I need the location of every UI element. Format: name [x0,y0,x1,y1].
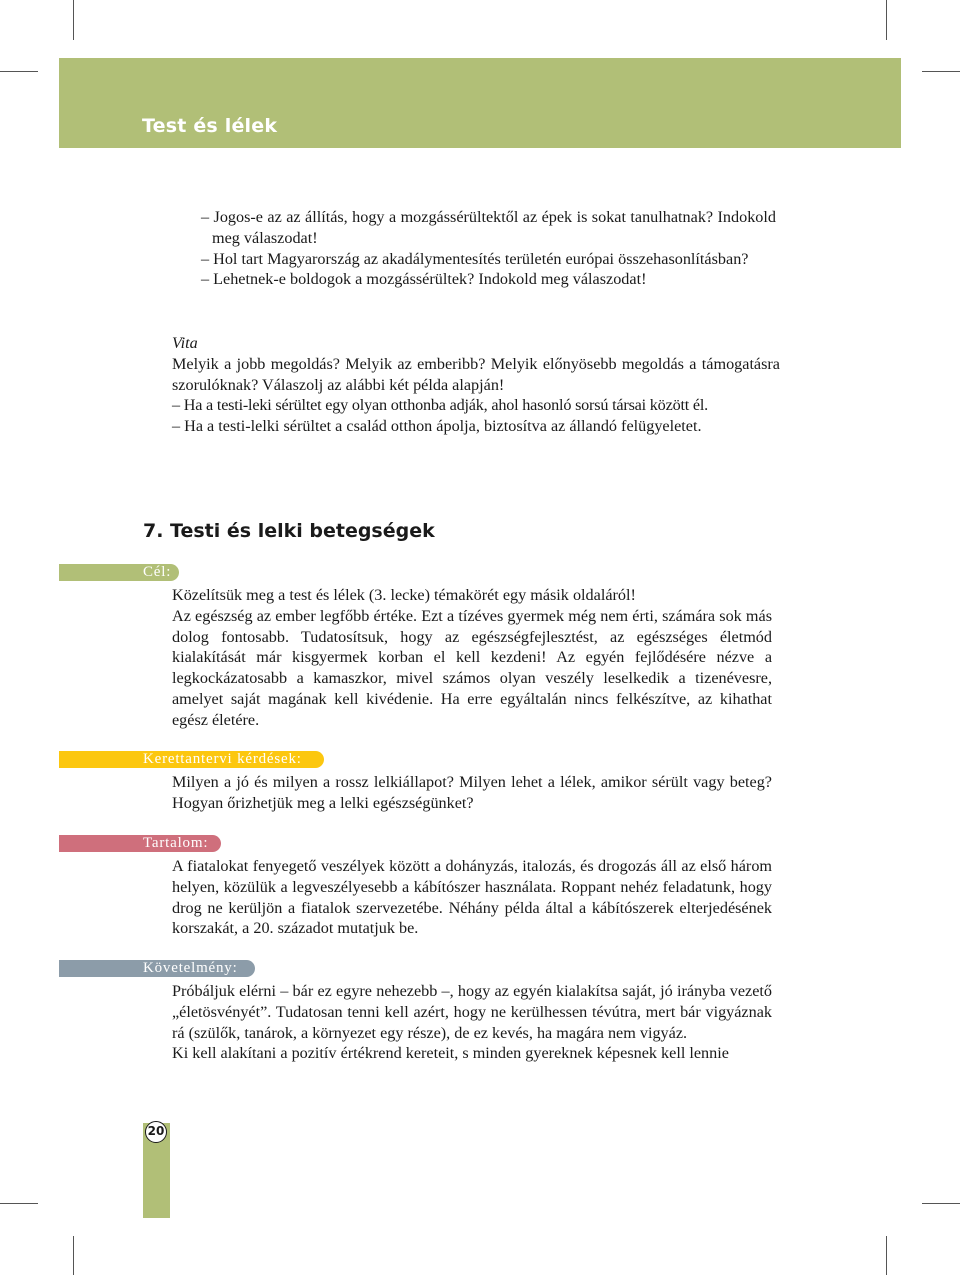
debate-title: Vita [172,334,198,352]
section-title: 7. Testi és lelki betegségek [143,520,435,542]
cel-paragraph: Az egészség az ember legfőbb értéke. Ezt a tízéves gyermek még nem érti, számára sok más dolog fontosabb. Tudatosítsuk, hogy az egészségfejlesztést, az egészséges életmód kialakítását már kisgyermek korban el kell kezdeni! Az egyén fejlődésére nézve a legkockázatosabb a kamaszkor, mivel számos olyan veszély leselkedik a tizenévesre, amelyet saját magának kell kivédenie. Ha erre egyáltalán nincs felkészítve, az kihathat egész életére. [172,606,772,729]
crop-mark [886,0,887,40]
cel-text [172,585,772,731]
question-item: – Lehetnek-e boldogok a mozgássérültek? Indokold meg válaszodat! [201,270,647,289]
crop-mark [886,1236,887,1275]
kerettantervi-paragraph: Milyen a jó és milyen a rossz lelkiállapot? Milyen lehet a lélek, amikor sérült vagy beteg? Hogyan őrizhetjük meg a lelki egészségünket? [172,773,772,812]
label-cel: Cél: [59,564,179,581]
question-item: – Jogos-e az az állítás, hogy a mozgássérültektől az épek is sokat tanulhatnak? Indokold meg válaszodat! [201,208,776,247]
page-number: 20 [145,1121,167,1143]
cel-paragraph: Közelítsük meg a test és lélek (3. lecke) témakörét egy másik oldaláról! [172,586,636,604]
label-kovetelmeny: Követelmény: [59,960,255,977]
kovetelmeny-text [172,981,772,1064]
debate-intro: Melyik a jobb megoldás? Melyik az emberibb? Melyik előnyösebb megoldás a támogatásra szorulóknak? Válaszolj az alábbi két példa alapján! [172,354,780,394]
crop-mark [73,1236,74,1275]
label-kerettantervi: Kerettantervi kérdések: [59,751,324,768]
crop-mark [0,1203,38,1204]
debate-item: – Ha a testi-lelki sérültet a család otthon ápolja, biztosítva az állandó felügyeletet. [172,417,702,436]
question-item: – Hol tart Magyarország az akadálymentesítés területén európai összehasonlításban? [201,249,749,268]
debate-item: – Ha a testi-leki sérültet egy olyan otthonba adják, ahol hasonló sorsú társai között él. [172,396,709,415]
crop-mark [922,1203,960,1204]
kovetelmeny-paragraph: Ki kell alakítani a pozitív értékrend kereteit, s minden gyereknek képesnek kell lennie [172,1044,729,1063]
debate-block [172,333,780,437]
kovetelmeny-paragraph: Próbáljuk elérni – bár ez egyre nehezebb –, hogy az egyén kialakítsa saját, jó irányba vezető „életösvényét”. Tudatosan tenni kell azért, hogy ne kerülhessen tévútra, mert bár vigyáznak rá (szülők, tanárok, a környezet egy része), de ez kevés, ha magára nem vigyáz. [172,982,772,1042]
label-tartalom: Tartalom: [59,835,221,852]
crop-mark [922,71,960,72]
crop-mark [73,0,74,40]
tartalom-paragraph: A fiatalokat fenyegető veszélyek között a dohányzás, italozás, és drogozás áll az első három helyen, közülük a legveszélyesebb a kábítószer használata. Roppant nehéz feladatunk, hogy drog ne kerüljön a fiatalok szervezetébe. Néhány példa által a kábítószerek elterjedésének korszakát, a 20. századot mutatjuk be. [172,857,772,938]
wavy-edge [59,143,901,153]
crop-mark [0,71,38,72]
chapter-title: Test és lélek [142,115,278,137]
chapter-header [59,58,901,148]
question-list [201,207,776,290]
kerettantervi-text [172,772,772,814]
tartalom-text [172,856,772,939]
